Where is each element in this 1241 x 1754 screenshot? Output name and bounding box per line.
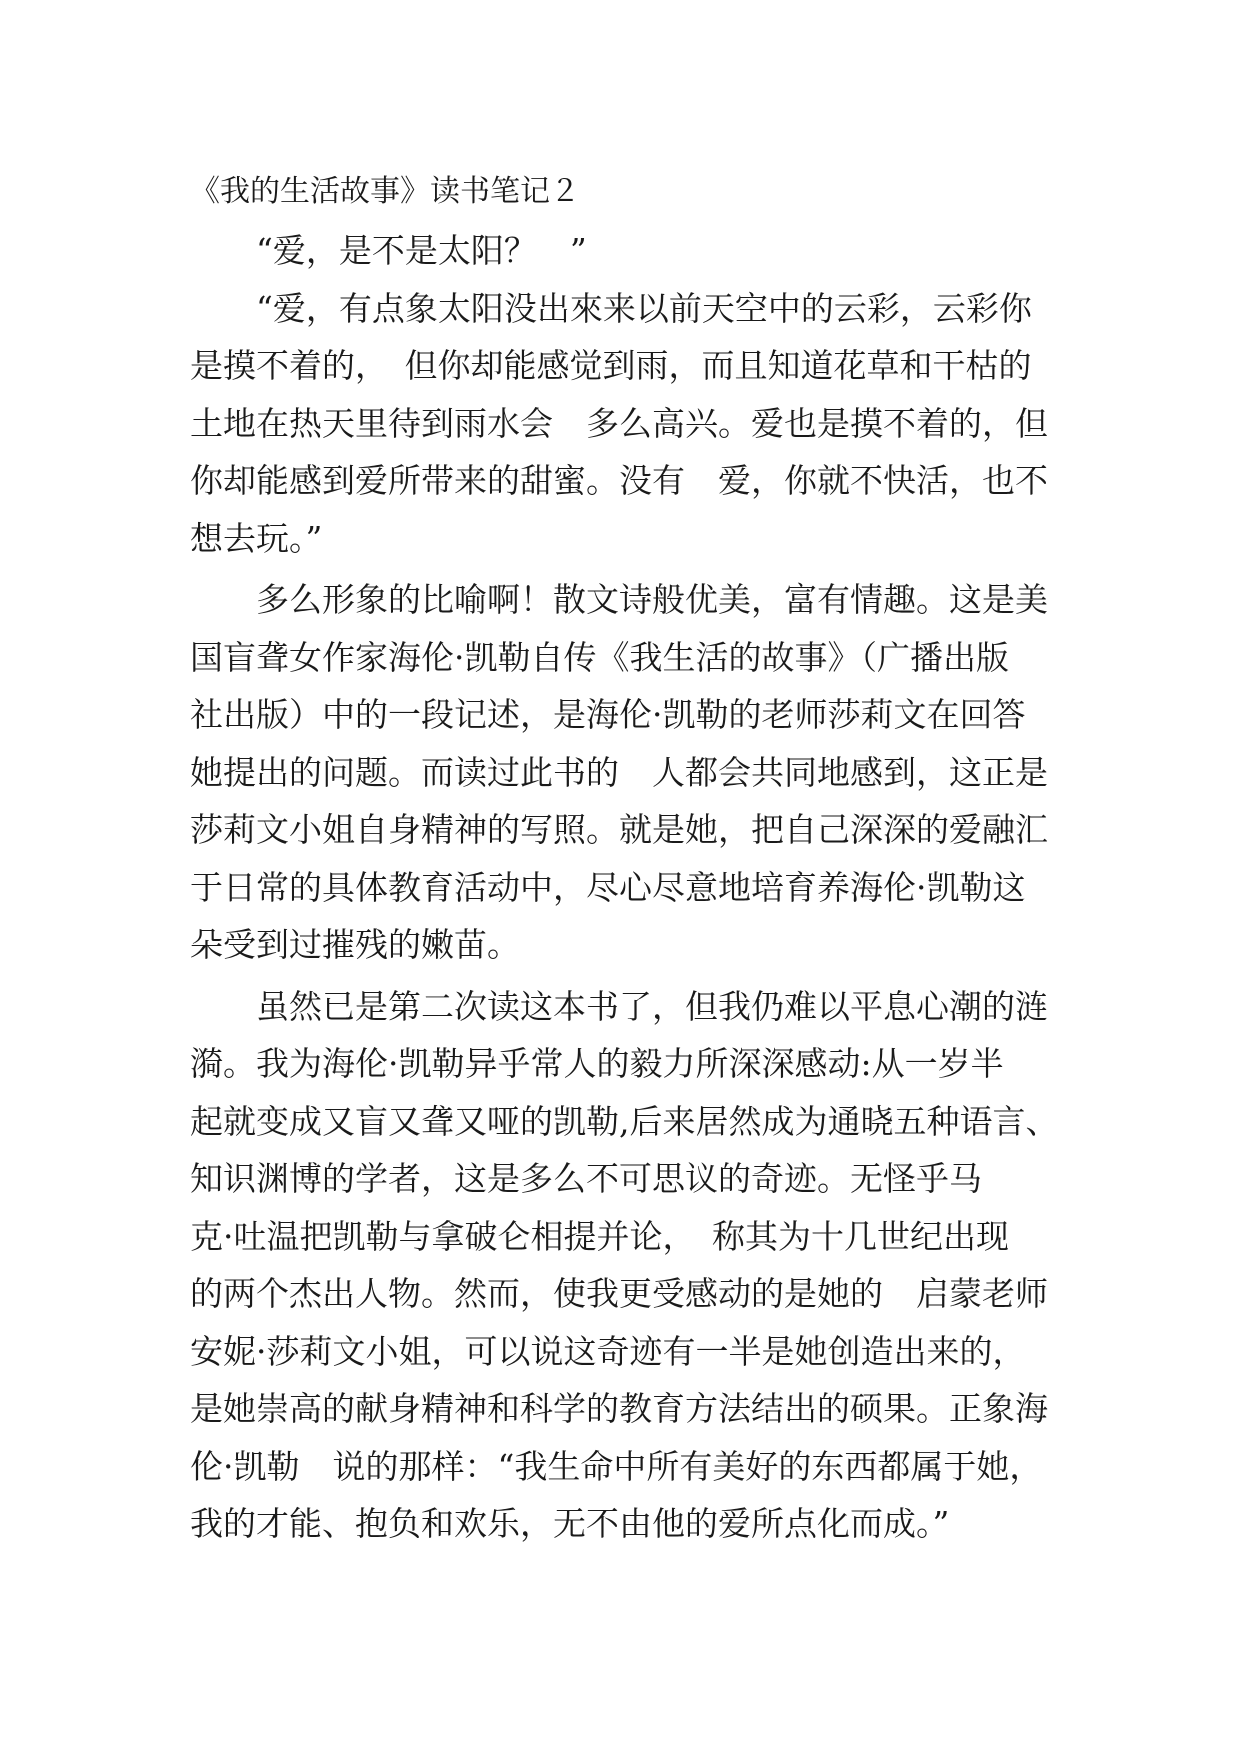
text-line: 她提出的问题。而读过此书的 人都会共同地感到，这正是	[190, 752, 1048, 792]
text-line: 漪。我为海伦·凯勒异乎常人的毅力所深深感动:从一岁半	[190, 1044, 1004, 1083]
text-line: 国盲聋女作家海伦·凯勒自传《我生活的故事》（广播出版	[190, 637, 1009, 677]
document-title: 《我的生活故事》读书笔记２	[190, 174, 580, 209]
paragraph-4	[190, 978, 1059, 1553]
text-line: 伦·凯勒 说的那样：“我生命中所有美好的东西都属于她，	[190, 1446, 1043, 1486]
text-line: 安妮·莎莉文小姐，可以说这奇迹有一半是她创造出来的，	[190, 1331, 1026, 1371]
text-line: 是她崇高的献身精神和科学的教育方法结出的硕果。正象海	[190, 1389, 1048, 1428]
paragraph-1	[190, 222, 1050, 280]
paragraph-3	[190, 571, 1050, 974]
text-line: 社出版）中的一段记述，是海伦·凯勒的老师莎莉文在回答	[190, 695, 1026, 734]
text-line: 莎莉文小姐自身精神的写照。就是她，把自己深深的爱融汇	[190, 810, 1048, 849]
text-line: 我的才能、抱负和欢乐，无不由他的爱所点化而成。”	[190, 1504, 950, 1543]
text-line: “爱，是不是太阳？ ”	[256, 231, 587, 270]
text-line: “爱，有点象太阳没出來来以前天空中的云彩，云彩你	[256, 288, 1032, 328]
paragraph-2	[190, 280, 1050, 568]
text-line: 的两个杰出人物。然而，使我更受感动的是她的 启蒙老师	[190, 1274, 1048, 1313]
text-line: 于日常的具体教育活动中，尽心尽意地培育养海伦·凯勒这	[190, 867, 1026, 907]
text-line: 克·吐温把凯勒与拿破仑相提并论， 称其为十几世纪出现	[190, 1216, 1009, 1256]
text-line: 知识渊博的学者，这是多么不可思议的奇迹。无怪乎马	[190, 1159, 982, 1198]
text-line: 土地在热天里待到雨水会 多么高兴。爱也是摸不着的，但	[190, 403, 1048, 443]
text-line: 是摸不着的， 但你却能感觉到雨，而且知道花草和干枯的	[190, 346, 1032, 385]
text-line: 想去玩。”	[190, 518, 323, 558]
text-line: 起就变成又盲又聋又哑的凯勒,后来居然成为通晓五种语言、	[190, 1101, 1059, 1141]
text-line: 多么形象的比喻啊！散文诗般优美，富有情趣。这是美	[256, 580, 1048, 619]
text-line: 朵受到过摧残的嫩苗。	[190, 925, 520, 964]
text-line: 虽然已是第二次读这本书了，但我仍难以平息心潮的涟	[256, 986, 1048, 1026]
text-line: 你却能感到爱所带来的甜蜜。没有 爱，你就不快活，也不	[190, 461, 1048, 500]
document-body	[190, 162, 1059, 1553]
